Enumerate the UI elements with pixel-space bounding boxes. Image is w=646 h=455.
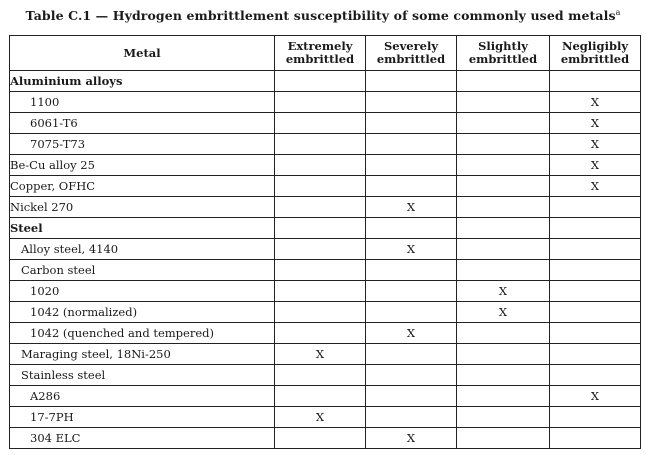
severely-mark-cell	[366, 155, 457, 176]
extremely-mark-cell	[275, 71, 366, 92]
embrittlement-table	[9, 35, 641, 449]
metal-name-cell: 1100	[10, 92, 275, 113]
negligibly-mark-cell	[550, 407, 641, 428]
metal-name-cell: 6061-T6	[10, 113, 275, 134]
slightly-mark-cell	[457, 428, 550, 449]
table-row	[10, 365, 641, 386]
table-row	[10, 323, 641, 344]
negligibly-mark-cell	[550, 365, 641, 386]
table-row	[10, 239, 641, 260]
header-slightly: Slightly embrittled	[457, 36, 550, 71]
metal-name-cell: 304 ELC	[10, 428, 275, 449]
table-caption	[0, 8, 646, 23]
extremely-mark-cell	[275, 386, 366, 407]
table-row	[10, 407, 641, 428]
metal-group-heading: Steel	[10, 218, 275, 239]
metal-name-cell: 1042 (quenched and tempered)	[10, 323, 275, 344]
slightly-mark-cell	[457, 92, 550, 113]
metal-name-cell: Be-Cu alloy 25	[10, 155, 275, 176]
negligibly-mark-cell: X	[550, 386, 641, 407]
severely-mark-cell	[366, 386, 457, 407]
caption-footnote-marker: a	[615, 8, 621, 17]
extremely-mark-cell: X	[275, 407, 366, 428]
severely-mark-cell	[366, 113, 457, 134]
header-extremely: Extremely embrittled	[275, 36, 366, 71]
slightly-mark-cell	[457, 197, 550, 218]
negligibly-mark-cell	[550, 323, 641, 344]
slightly-mark-cell: X	[457, 281, 550, 302]
slightly-mark-cell	[457, 407, 550, 428]
severely-mark-cell	[366, 344, 457, 365]
metal-name-cell: Stainless steel	[10, 365, 275, 386]
extremely-mark-cell	[275, 92, 366, 113]
negligibly-mark-cell	[550, 71, 641, 92]
severely-mark-cell	[366, 365, 457, 386]
table-row	[10, 386, 641, 407]
metal-name-cell: Nickel 270	[10, 197, 275, 218]
slightly-mark-cell: X	[457, 302, 550, 323]
slightly-mark-cell	[457, 113, 550, 134]
header-negligibly: Negligibly embrittled	[550, 36, 641, 71]
extremely-mark-cell	[275, 218, 366, 239]
table-row	[10, 71, 641, 92]
extremely-mark-cell	[275, 323, 366, 344]
slightly-mark-cell	[457, 134, 550, 155]
slightly-mark-cell	[457, 365, 550, 386]
severely-mark-cell	[366, 260, 457, 281]
extremely-mark-cell	[275, 176, 366, 197]
extremely-mark-cell	[275, 365, 366, 386]
slightly-mark-cell	[457, 239, 550, 260]
header-metal: Metal	[10, 36, 275, 71]
metal-name-cell: Maraging steel, 18Ni-250	[10, 344, 275, 365]
negligibly-mark-cell	[550, 197, 641, 218]
table-row	[10, 260, 641, 281]
table-row	[10, 197, 641, 218]
negligibly-mark-cell: X	[550, 113, 641, 134]
extremely-mark-cell	[275, 281, 366, 302]
negligibly-mark-cell	[550, 428, 641, 449]
metal-name-cell: 1020	[10, 281, 275, 302]
table-row	[10, 302, 641, 323]
slightly-mark-cell	[457, 386, 550, 407]
metal-name-cell: 7075-T73	[10, 134, 275, 155]
header-severely: Severely embrittled	[366, 36, 457, 71]
negligibly-mark-cell: X	[550, 92, 641, 113]
severely-mark-cell: X	[366, 197, 457, 218]
severely-mark-cell: X	[366, 239, 457, 260]
table-row	[10, 281, 641, 302]
negligibly-mark-cell: X	[550, 134, 641, 155]
metal-name-cell: Alloy steel, 4140	[10, 239, 275, 260]
slightly-mark-cell	[457, 344, 550, 365]
slightly-mark-cell	[457, 71, 550, 92]
severely-mark-cell	[366, 176, 457, 197]
table-row	[10, 176, 641, 197]
table-row	[10, 218, 641, 239]
negligibly-mark-cell: X	[550, 176, 641, 197]
table-row	[10, 92, 641, 113]
severely-mark-cell	[366, 92, 457, 113]
table-row	[10, 344, 641, 365]
severely-mark-cell: X	[366, 323, 457, 344]
metal-name-cell: 17-7PH	[10, 407, 275, 428]
table-row	[10, 155, 641, 176]
slightly-mark-cell	[457, 260, 550, 281]
extremely-mark-cell	[275, 260, 366, 281]
negligibly-mark-cell: X	[550, 155, 641, 176]
slightly-mark-cell	[457, 323, 550, 344]
negligibly-mark-cell	[550, 302, 641, 323]
table-body	[10, 71, 641, 449]
severely-mark-cell	[366, 71, 457, 92]
table-row	[10, 428, 641, 449]
metal-name-cell: A286	[10, 386, 275, 407]
extremely-mark-cell	[275, 113, 366, 134]
severely-mark-cell	[366, 218, 457, 239]
severely-mark-cell	[366, 134, 457, 155]
metal-name-cell: Copper, OFHC	[10, 176, 275, 197]
slightly-mark-cell	[457, 218, 550, 239]
extremely-mark-cell	[275, 428, 366, 449]
negligibly-mark-cell	[550, 260, 641, 281]
table-row	[10, 113, 641, 134]
extremely-mark-cell	[275, 197, 366, 218]
table-row	[10, 134, 641, 155]
extremely-mark-cell	[275, 302, 366, 323]
extremely-mark-cell	[275, 134, 366, 155]
extremely-mark-cell	[275, 155, 366, 176]
negligibly-mark-cell	[550, 281, 641, 302]
negligibly-mark-cell	[550, 218, 641, 239]
severely-mark-cell: X	[366, 428, 457, 449]
metal-name-cell: Carbon steel	[10, 260, 275, 281]
extremely-mark-cell	[275, 239, 366, 260]
severely-mark-cell	[366, 302, 457, 323]
caption-text: Table C.1 — Hydrogen embrittlement susceptibility of some commonly used metals	[25, 8, 616, 24]
negligibly-mark-cell	[550, 344, 641, 365]
slightly-mark-cell	[457, 176, 550, 197]
extremely-mark-cell: X	[275, 344, 366, 365]
header-row	[10, 36, 641, 71]
severely-mark-cell	[366, 407, 457, 428]
severely-mark-cell	[366, 281, 457, 302]
metal-group-heading: Aluminium alloys	[10, 71, 275, 92]
metal-name-cell: 1042 (normalized)	[10, 302, 275, 323]
negligibly-mark-cell	[550, 239, 641, 260]
slightly-mark-cell	[457, 155, 550, 176]
